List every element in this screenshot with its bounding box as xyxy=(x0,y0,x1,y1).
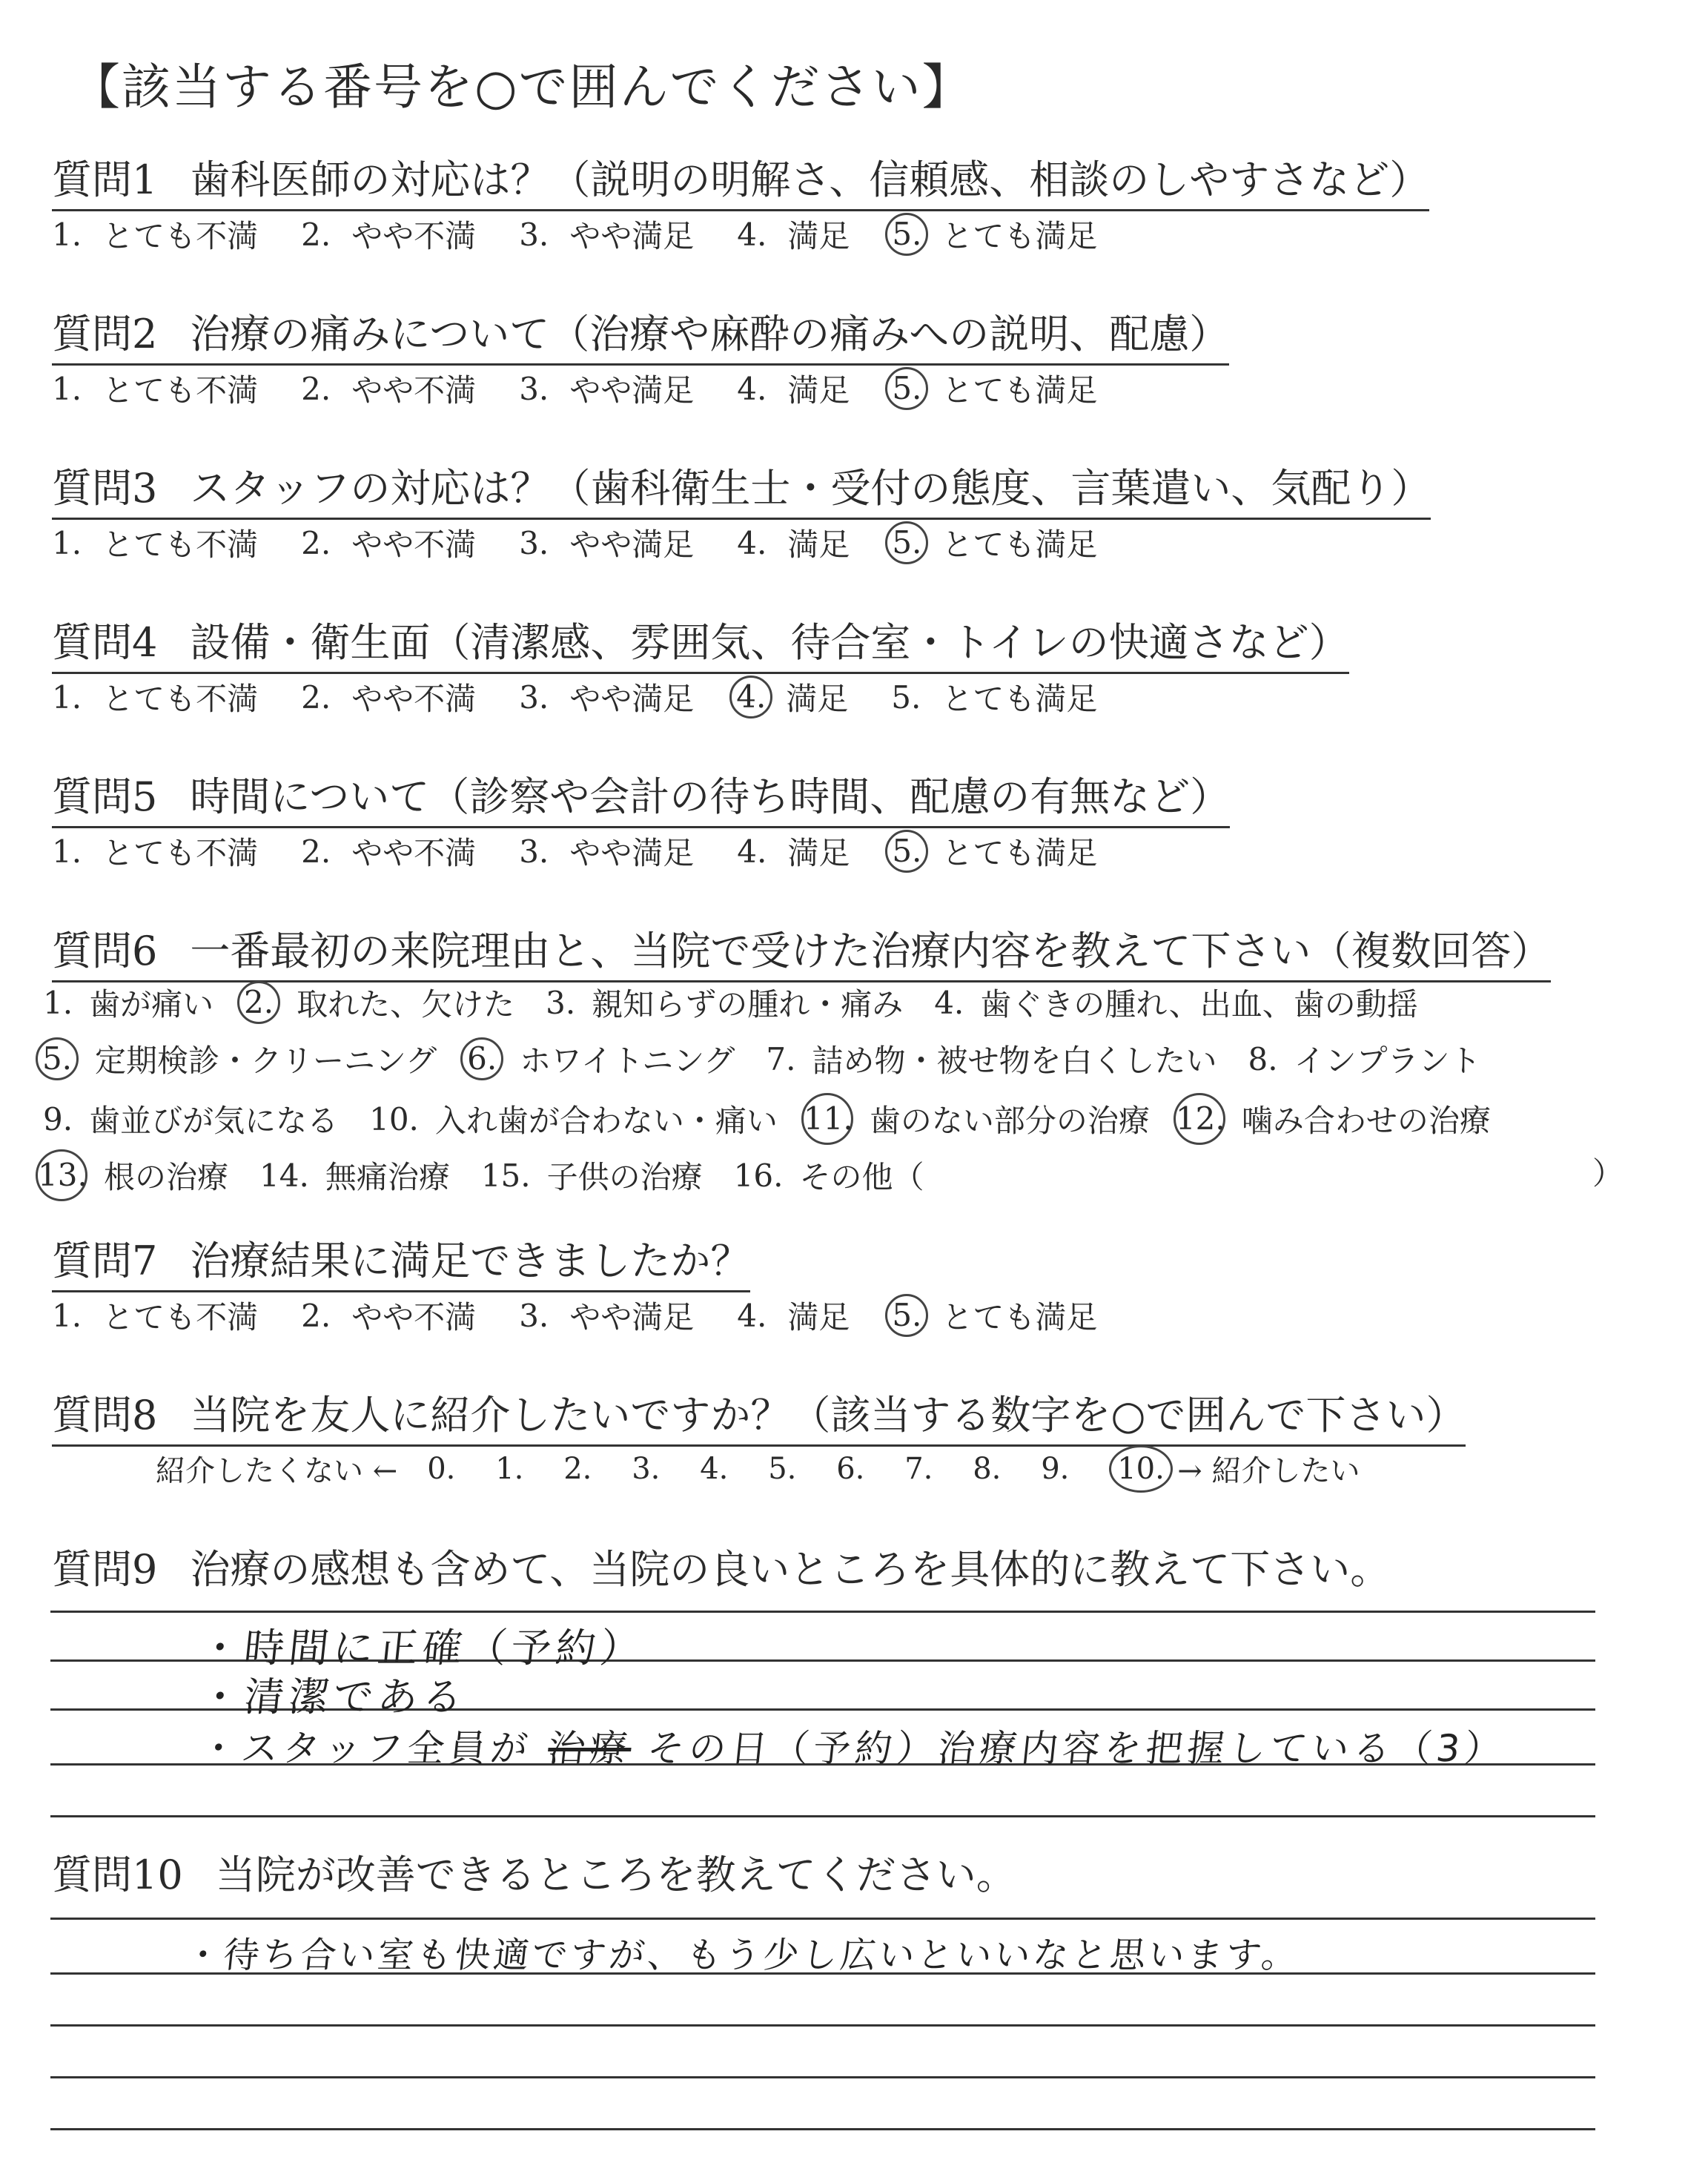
reason-number: 5. xyxy=(36,1037,79,1080)
option-number: 3. xyxy=(519,216,549,253)
scale-value xyxy=(904,1452,973,1486)
option-label: 満足 xyxy=(787,372,850,409)
option-label: やや不満 xyxy=(351,372,477,409)
question-3-number: 質問3 xyxy=(52,465,158,512)
option-number: 1. xyxy=(52,678,82,716)
option-1 xyxy=(52,212,258,257)
question-5-options xyxy=(52,829,1140,873)
question-7-heading xyxy=(52,1235,750,1292)
option-2 xyxy=(301,366,476,411)
option-label: やや不満 xyxy=(351,681,477,717)
reason-number: 6. xyxy=(460,1037,503,1080)
option-number: 4. xyxy=(729,676,772,719)
question-4-number: 質問4 xyxy=(52,619,158,666)
question-10-text: 当院が改善できるところを教えてください。 xyxy=(215,1852,1016,1898)
reason-label: 噛み合わせの治療 xyxy=(1241,1103,1491,1139)
reason-option xyxy=(734,1153,924,1198)
option-4 xyxy=(737,1293,850,1338)
reason-number: 15. xyxy=(480,1157,531,1194)
reason-number: 3. xyxy=(546,984,576,1021)
reason-label: インプラント xyxy=(1294,1043,1481,1079)
reason-label: 根の治療 xyxy=(104,1159,229,1195)
option-4 xyxy=(737,675,848,719)
reason-label: 親知らずの腫れ・痛み xyxy=(592,986,904,1023)
scale-value xyxy=(768,1452,836,1486)
option-number: 2. xyxy=(301,678,331,716)
reason-label: その他（ xyxy=(799,1159,924,1195)
option-number: 2. xyxy=(301,216,331,253)
reason-option xyxy=(245,980,514,1025)
option-label: 満足 xyxy=(786,681,849,717)
option-3 xyxy=(519,366,694,411)
option-label: やや満足 xyxy=(569,681,695,717)
option-label: 満足 xyxy=(787,1299,850,1335)
question-4-options xyxy=(52,675,1140,719)
reason-number: 14. xyxy=(259,1157,309,1194)
option-2 xyxy=(301,1293,476,1338)
reason-option xyxy=(546,980,903,1025)
question-1-heading xyxy=(52,154,1429,211)
scale-value-text: 0. xyxy=(427,1451,456,1486)
option-3 xyxy=(519,212,694,257)
option-4 xyxy=(737,521,850,565)
option-label: やや不満 xyxy=(351,1299,477,1335)
reason-option xyxy=(468,1037,735,1081)
option-label: やや不満 xyxy=(351,526,477,563)
question-4-heading xyxy=(52,617,1349,674)
handwritten-answer-3-b: その日（予約）治療内容を把握している（3） xyxy=(645,1727,1509,1770)
option-number: 4. xyxy=(737,370,767,407)
reason-option xyxy=(1248,1037,1481,1081)
option-3 xyxy=(519,829,694,873)
reason-label: 入れ歯が合わない・痛い xyxy=(434,1103,778,1139)
option-label: やや満足 xyxy=(569,835,695,871)
question-8-number: 質問8 xyxy=(52,1392,158,1439)
option-label: やや満足 xyxy=(569,1299,695,1335)
scale-value xyxy=(836,1452,904,1486)
question-5-heading xyxy=(52,771,1230,828)
scale-value xyxy=(495,1452,563,1486)
option-label: とても満足 xyxy=(941,835,1098,871)
option-5 xyxy=(893,1293,1097,1338)
question-3-options xyxy=(52,521,1140,565)
question-9-heading xyxy=(52,1544,1390,1599)
scale-value-text: 6. xyxy=(836,1451,865,1486)
question-1-number: 質問1 xyxy=(52,156,158,203)
reason-label: 子供の治療 xyxy=(546,1159,703,1195)
answer-line xyxy=(50,1815,1595,1817)
question-5-number: 質問5 xyxy=(52,773,158,820)
handwritten-answer-3 xyxy=(197,1719,1509,1772)
reason-label: 取れた、欠けた xyxy=(297,986,515,1023)
option-number: 1. xyxy=(52,216,82,253)
question-8-text: 当院を友人に紹介したいですか？（該当する数字を○で囲んで下さい） xyxy=(190,1392,1466,1439)
reason-option xyxy=(766,1037,1217,1081)
scale-value xyxy=(1109,1452,1177,1486)
question-5 xyxy=(52,771,1230,828)
option-label: とても満足 xyxy=(941,681,1098,717)
answer-line xyxy=(50,2128,1595,2130)
question-6-number: 質問6 xyxy=(52,928,158,974)
option-5 xyxy=(891,675,1097,719)
option-label: とても不満 xyxy=(102,681,259,717)
question-10-number: 質問10 xyxy=(52,1852,183,1898)
question-2-number: 質問2 xyxy=(52,311,158,357)
question-10 xyxy=(52,1849,1016,1904)
scale-left-label: 紹介したくない ← xyxy=(156,1454,398,1488)
question-2-heading xyxy=(52,308,1229,366)
option-1 xyxy=(52,366,258,411)
option-3 xyxy=(519,521,694,565)
option-number: 4. xyxy=(737,833,767,870)
option-number: 1. xyxy=(52,524,82,561)
reason-label: 歯が痛い xyxy=(89,986,214,1023)
answer-line xyxy=(50,2024,1595,2027)
option-number: 3. xyxy=(519,678,549,716)
option-number: 5. xyxy=(885,213,928,256)
option-number: 4. xyxy=(737,216,767,253)
reason-label: 無痛治療 xyxy=(325,1159,450,1195)
option-number: 4. xyxy=(737,1297,767,1334)
option-4 xyxy=(737,212,850,257)
option-label: やや満足 xyxy=(569,526,695,563)
option-label: とても不満 xyxy=(102,526,259,563)
question-6 xyxy=(52,925,1551,982)
question-2 xyxy=(52,308,1229,366)
option-number: 4. xyxy=(737,524,767,561)
option-label: とても不満 xyxy=(102,1299,259,1335)
question-6-heading xyxy=(52,925,1551,982)
reason-number: 1. xyxy=(43,984,73,1021)
scale-value xyxy=(632,1452,700,1486)
reason-option xyxy=(43,1037,437,1081)
reason-option xyxy=(1175,1093,1491,1145)
option-label: とても不満 xyxy=(102,835,259,871)
option-label: やや不満 xyxy=(351,218,477,254)
option-number: 5. xyxy=(885,1294,928,1337)
question-9 xyxy=(52,1544,1390,1599)
option-2 xyxy=(301,675,476,719)
question-3 xyxy=(52,463,1431,520)
handwritten-answer-10: ・待ち合い室も快適ですが、もう少し広いといいなと思います。 xyxy=(182,1935,1302,1976)
scale-value-text: 7. xyxy=(904,1451,933,1486)
option-5 xyxy=(893,366,1097,411)
question-8-scale xyxy=(156,1447,1360,1490)
question-9-text: 治療の感想も含めて、当院の良いところを具体的に教えて下さい。 xyxy=(190,1546,1391,1593)
scale-value-text: 3. xyxy=(632,1451,661,1486)
option-label: やや満足 xyxy=(569,218,695,254)
reason-label: 歯ぐきの腫れ、出血、歯の動揺 xyxy=(980,986,1418,1023)
answer-line xyxy=(50,1611,1595,1613)
question-9-number: 質問9 xyxy=(52,1546,158,1593)
option-3 xyxy=(519,675,694,719)
option-1 xyxy=(52,829,258,873)
reason-number: 16. xyxy=(733,1157,784,1194)
reason-option xyxy=(38,1149,229,1201)
reason-option xyxy=(481,1153,703,1198)
option-4 xyxy=(737,366,850,411)
scale-value xyxy=(1041,1452,1109,1486)
reason-number: 10. xyxy=(369,1100,419,1137)
option-label: 満足 xyxy=(787,218,850,254)
handwritten-answer-2: ・清潔である xyxy=(197,1674,469,1720)
question-6-other-close: ） xyxy=(1592,1155,1624,1192)
option-number: 5. xyxy=(885,830,928,873)
option-1 xyxy=(52,1293,258,1338)
scale-value-text: 8. xyxy=(973,1451,1002,1486)
option-label: とても不満 xyxy=(102,218,259,254)
option-5 xyxy=(893,212,1097,257)
reason-option xyxy=(43,1097,338,1141)
scale-value-text: 2. xyxy=(563,1451,592,1486)
scale-value-text: 10. xyxy=(1109,1445,1173,1493)
scale-value-text: 9. xyxy=(1041,1451,1070,1486)
option-label: とても満足 xyxy=(941,1299,1098,1335)
reason-option xyxy=(803,1093,1150,1145)
option-number: 5. xyxy=(891,678,921,716)
option-number: 1. xyxy=(52,833,82,870)
reason-label: ホワイトニング xyxy=(520,1043,735,1079)
reason-number: 11. xyxy=(801,1093,853,1145)
option-label: やや不満 xyxy=(351,835,477,871)
option-2 xyxy=(301,212,476,257)
scale-value xyxy=(563,1452,632,1486)
handwritten-answer-3-struck: 治療 xyxy=(546,1727,634,1770)
question-2-text: 治療の痛みについて（治療や麻酔の痛みへの説明、配慮） xyxy=(190,311,1230,357)
reason-label: 詰め物・被せ物を白くしたい xyxy=(812,1043,1217,1079)
option-number: 1. xyxy=(52,370,82,407)
question-1-text: 歯科医師の対応は？（説明の明解さ、信頼感、相談のしやすさなど） xyxy=(190,156,1430,203)
question-2-options xyxy=(52,366,1140,411)
option-number: 2. xyxy=(301,524,331,561)
question-6-text: 一番最初の来院理由と、当院で受けた治療内容を教えて下さい（複数回答） xyxy=(190,928,1552,974)
scale-values xyxy=(427,1452,1177,1486)
reason-label: 定期検診・クリーニング xyxy=(95,1043,437,1079)
question-6-row-2 xyxy=(43,1037,1512,1081)
reason-label: 歯のない部分の治療 xyxy=(869,1103,1150,1139)
option-label: とても満足 xyxy=(941,372,1098,409)
option-number: 3. xyxy=(519,833,549,870)
option-5 xyxy=(893,829,1097,873)
question-7-options xyxy=(52,1293,1140,1338)
question-7-text: 治療結果に満足できましたか？ xyxy=(190,1238,751,1284)
reason-number: 4. xyxy=(934,984,964,1021)
question-7 xyxy=(52,1235,750,1292)
option-number: 5. xyxy=(885,521,928,564)
option-number: 5. xyxy=(885,367,928,410)
question-4-text: 設備・衛生面（清潔感、雰囲気、待合室・トイレの快適さなど） xyxy=(190,619,1349,666)
reason-number: 9. xyxy=(43,1100,73,1137)
option-label: とても満足 xyxy=(941,218,1098,254)
scale-value xyxy=(700,1452,768,1486)
question-6-row-1 xyxy=(43,980,1449,1025)
scale-value xyxy=(973,1452,1041,1486)
option-5 xyxy=(893,521,1097,565)
option-number: 3. xyxy=(519,1297,549,1334)
scale-value-text: 1. xyxy=(495,1451,524,1486)
handwritten-answer-1: ・時間に正確（予約） xyxy=(197,1625,647,1671)
reason-number: 8. xyxy=(1248,1040,1278,1077)
reason-option xyxy=(934,980,1418,1025)
option-label: とても満足 xyxy=(941,526,1098,563)
option-3 xyxy=(519,1293,694,1338)
question-8 xyxy=(52,1390,1466,1447)
reason-number: 7. xyxy=(766,1040,796,1077)
option-label: 満足 xyxy=(787,526,850,563)
reason-number: 12. xyxy=(1174,1093,1225,1145)
option-1 xyxy=(52,521,258,565)
question-1 xyxy=(52,154,1429,211)
question-7-number: 質問7 xyxy=(52,1238,158,1284)
option-1 xyxy=(52,675,258,719)
reason-option xyxy=(259,1153,450,1198)
option-label: やや満足 xyxy=(569,372,695,409)
reason-number: 2. xyxy=(237,981,280,1024)
scale-value xyxy=(427,1452,495,1486)
scale-right-label: → 紹介したい xyxy=(1177,1454,1360,1488)
option-number: 2. xyxy=(301,1297,331,1334)
question-5-text: 時間について（診察や会計の待ち時間、配慮の有無など） xyxy=(190,773,1231,820)
option-4 xyxy=(737,829,850,873)
option-2 xyxy=(301,521,476,565)
option-label: 満足 xyxy=(787,835,850,871)
option-number: 3. xyxy=(519,524,549,561)
reason-number: 13. xyxy=(36,1149,87,1201)
question-3-heading xyxy=(52,463,1431,520)
option-number: 2. xyxy=(301,833,331,870)
scale-value-text: 5. xyxy=(768,1451,797,1486)
reason-option xyxy=(369,1097,778,1141)
answer-line xyxy=(50,1918,1595,1920)
option-number: 3. xyxy=(519,370,549,407)
question-3-text: スタッフの対応は？（歯科衛生士・受付の態度、言葉遣い、気配り） xyxy=(190,465,1431,512)
question-1-options xyxy=(52,212,1140,257)
page-title: 【該当する番号を○で囲んでください】 xyxy=(71,59,973,116)
option-label: とても不満 xyxy=(102,372,259,409)
question-4 xyxy=(52,617,1349,674)
question-10-heading xyxy=(52,1849,1016,1904)
option-number: 2. xyxy=(301,370,331,407)
answer-line xyxy=(50,2076,1595,2078)
question-8-heading xyxy=(52,1390,1466,1447)
question-6-row-3 xyxy=(43,1093,1522,1145)
option-number: 1. xyxy=(52,1297,82,1334)
reason-option xyxy=(43,980,214,1025)
option-2 xyxy=(301,829,476,873)
reason-label: 歯並びが気になる xyxy=(89,1103,339,1139)
question-6-row-4 xyxy=(38,1149,955,1201)
handwritten-answer-3-a: ・スタッフ全員が xyxy=(197,1727,534,1770)
scale-value-text: 4. xyxy=(700,1451,729,1486)
